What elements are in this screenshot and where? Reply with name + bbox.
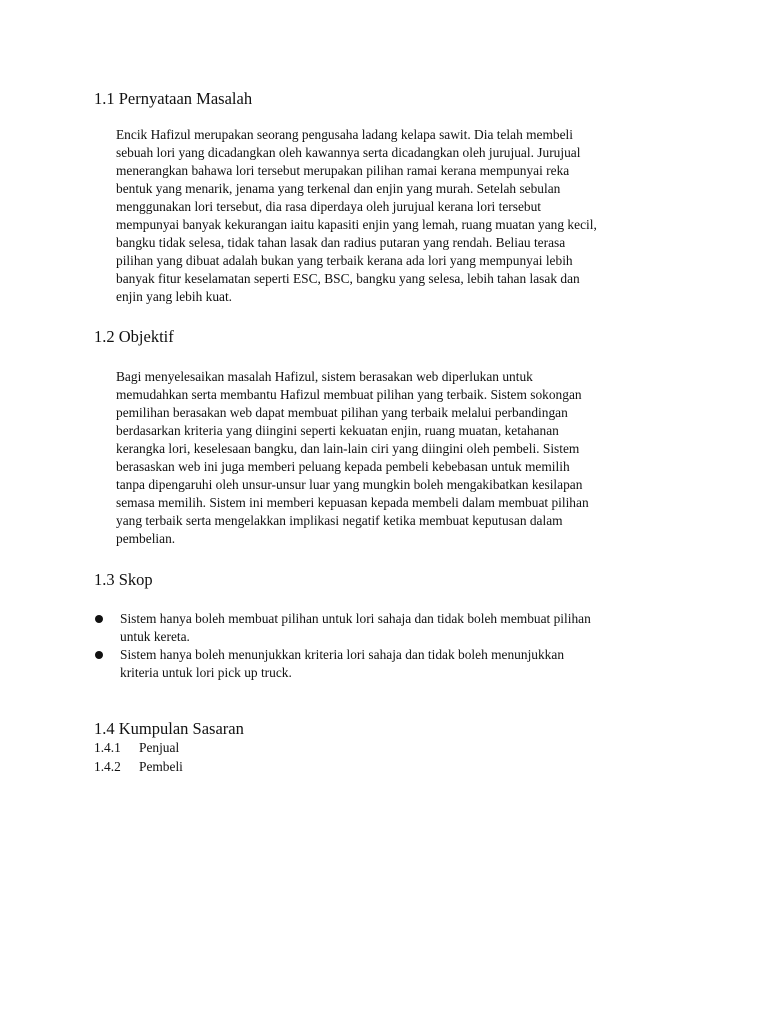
paragraph-line: menerangkan bahawa lori tersebut merupakan pilihan ramai kerana mempunyai reka [116, 163, 570, 178]
scope-item-line: Sistem hanya boleh menunjukkan kriteria lori sahaja dan tidak boleh menunjukkan [120, 647, 565, 662]
bullet-icon [95, 651, 103, 659]
target-group-item [94, 739, 179, 757]
target-group-label: Pembeli [139, 759, 183, 774]
paragraph-objektif [116, 368, 676, 548]
heading-kumpulan-sasaran: 1.4 Kumpulan Sasaran [94, 719, 244, 738]
paragraph-line: banyak fitur keselamatan seperti ESC, BSC, bangku yang selesa, lebih tahan lasak dan [116, 271, 580, 286]
paragraph-line: enjin yang lebih kuat. [116, 289, 233, 304]
paragraph-line: berasaskan web ini juga memberi peluang kepada pembeli kebebasan untuk memilih [116, 459, 570, 474]
paragraph-line: menggunakan lori tersebut, dia rasa diperdaya oleh jurujual kerana lori tersebut [116, 199, 541, 214]
paragraph-line: pilihan yang dibuat adalah bukan yang terbaik kerana ada lori yang mempunyai lebih [116, 253, 573, 268]
paragraph-line: yang terbaik serta mengelakkan implikasi negatif ketika membuat keputusan dalam [116, 513, 563, 528]
scope-item-text [120, 610, 680, 646]
paragraph-line: pemilihan berasakan web dapat membuat pilihan yang terbaik melalui perbandingan [116, 405, 568, 420]
paragraph-line: Encik Hafizul merupakan seorang pengusaha ladang kelapa sawit. Dia telah membeli [116, 127, 573, 142]
target-group-number: 1.4.1 [94, 740, 121, 755]
target-group-number: 1.4.2 [94, 759, 121, 774]
heading-skop: 1.3 Skop [94, 570, 153, 589]
paragraph-line: Bagi menyelesaikan masalah Hafizul, sistem berasakan web diperlukan untuk [116, 369, 533, 384]
paragraph-line: pembelian. [116, 531, 176, 546]
paragraph-line: memudahkan serta membantu Hafizul membuat pilihan yang terbaik. Sistem sokongan [116, 387, 582, 402]
paragraph-line: kerangka lori, keselesaan bangku, dan lain-lain ciri yang diingini oleh pembeli. Sistem [116, 441, 580, 456]
scope-item-text [120, 646, 680, 682]
heading-objektif: 1.2 Objektif [94, 327, 174, 346]
paragraph-line: mempunyai banyak kekurangan iaitu kapasiti enjin yang lemah, ruang muatan yang kecil, [116, 217, 597, 232]
scope-item-line: Sistem hanya boleh membuat pilihan untuk lori sahaja dan tidak boleh membuat pilihan [120, 611, 591, 626]
target-group-label: Penjual [139, 740, 180, 755]
heading-pernyataan-masalah: 1.1 Pernyataan Masalah [94, 89, 253, 108]
bullet-icon [95, 615, 103, 623]
paragraph-line: tanpa dipengaruhi oleh unsur-unsur luar yang mungkin boleh mengakibatkan kesilapan [116, 477, 583, 492]
paragraph-line: sebuah lori yang dicadangkan oleh kawannya serta dicadangkan oleh jurujual. Jurujual [116, 145, 581, 160]
paragraph-line: bangku tidak selesa, tidak tahan lasak dan radius putaran yang rendah. Beliau terasa [116, 235, 566, 250]
paragraph-line: bentuk yang menarik, jenama yang terkenal dan enjin yang murah. Setelah sebulan [116, 181, 561, 196]
paragraph-line: berdasarkan kriteria yang diingini seperti kekuatan enjin, ruang muatan, ketahanan [116, 423, 559, 438]
paragraph-pernyataan-masalah [116, 126, 676, 306]
scope-item-line: untuk kereta. [120, 629, 190, 644]
target-group-item [94, 758, 183, 776]
paragraph-line: semasa memilih. Sistem ini memberi kepuasan kepada membeli dalam membuat pilihan [116, 495, 589, 510]
scope-item-line: kriteria untuk lori pick up truck. [120, 665, 292, 680]
